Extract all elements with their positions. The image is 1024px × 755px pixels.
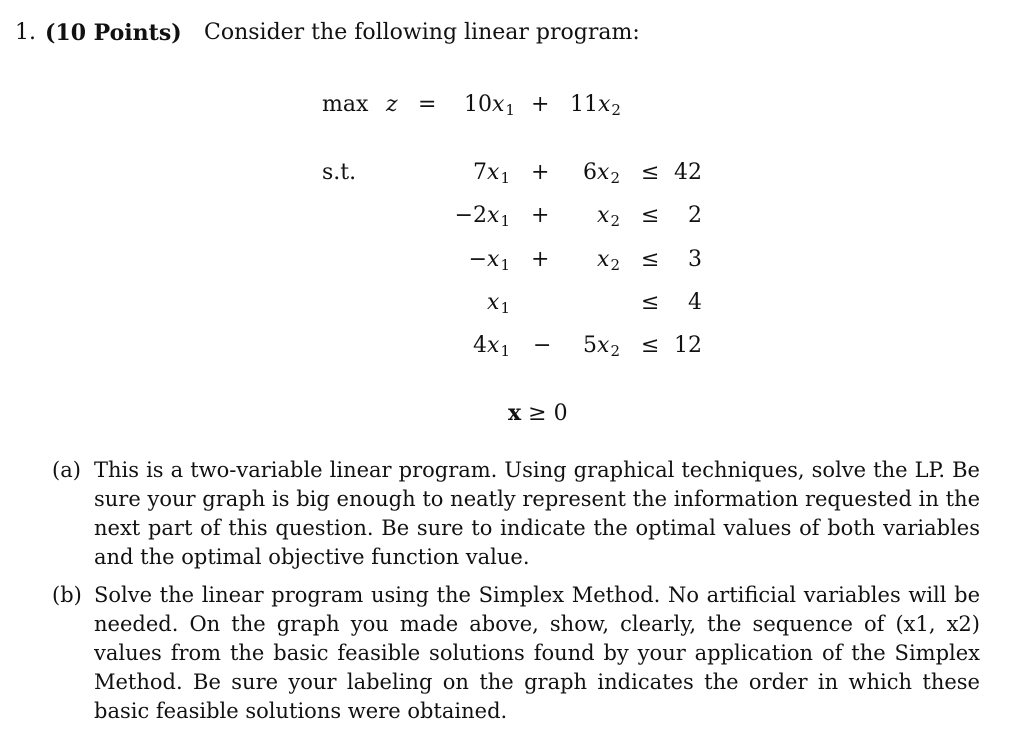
constraint-lhs-term-2: $6x_2$ — [583, 160, 620, 187]
objective-variable: z — [386, 92, 398, 117]
subject-to-label: s.t. — [322, 160, 357, 185]
objective-plus: + — [531, 92, 550, 117]
constraint-lhs-term-1: $-2x_1$ — [454, 203, 510, 230]
constraint-lhs-term-2: $x_2$ — [597, 247, 620, 274]
constraint-operator: + — [531, 203, 550, 228]
constraint-lhs-term-2: $5x_2$ — [583, 333, 620, 360]
nonnegativity-constraint: x ≥ 0 — [508, 400, 568, 426]
constraint-operator: + — [531, 160, 550, 185]
constraint-lhs-term-1: $-x_1$ — [468, 247, 510, 274]
part-a-text: This is a two-variable linear program. Using graphical techniques, solve the LP. Be sure your graph is big enough to neatly represent the information requested in the next part of this question. Be sure to indicate the optimal values of both variables and the optimal objective function value. — [94, 458, 980, 569]
constraint-operator: + — [531, 247, 550, 272]
constraint-rhs: 2 — [688, 203, 702, 228]
objective-term-2: $11x_2$ — [570, 92, 621, 119]
question-points: (10 Points) — [45, 20, 182, 46]
constraint-rhs: 4 — [688, 290, 702, 315]
constraint-lhs-term-1: $7x_1$ — [473, 160, 510, 187]
constraint-relation: ≤ — [641, 160, 660, 185]
constraint-operator: − — [533, 333, 552, 358]
constraint-rhs: 3 — [688, 247, 702, 272]
max-keyword: max — [322, 92, 369, 117]
constraint-relation: ≤ — [641, 203, 660, 228]
constraint-lhs-term-1: $4x_1$ — [473, 333, 510, 360]
constraint-relation: ≤ — [641, 247, 660, 272]
part-b-label: (b) — [52, 583, 82, 607]
objective-term-1: $10x_1$ — [464, 92, 515, 119]
part-b-text: Solve the linear program using the Simplex Method. No artificial variables will be needed. On the graph you made above, show, clearly, the sequence of (x1, x2) values from the basic feasible solutions found by your application of the Simplex Method. Be sure your labeling on the graph indicates the order in which these basic feasible solutions were obtained. — [94, 583, 980, 723]
question-prompt: Consider the following linear program: — [204, 20, 640, 45]
constraint-rhs: 12 — [674, 333, 702, 358]
constraint-lhs-term-1: $x_1$ — [487, 290, 510, 317]
constraint-relation: ≤ — [641, 290, 660, 315]
constraint-rhs: 42 — [674, 160, 702, 185]
constraint-relation: ≤ — [641, 333, 660, 358]
question-number: 1. — [15, 20, 36, 45]
constraint-lhs-term-2: $x_2$ — [597, 203, 620, 230]
part-a-label: (a) — [52, 458, 81, 482]
objective-equals: = — [418, 92, 437, 117]
